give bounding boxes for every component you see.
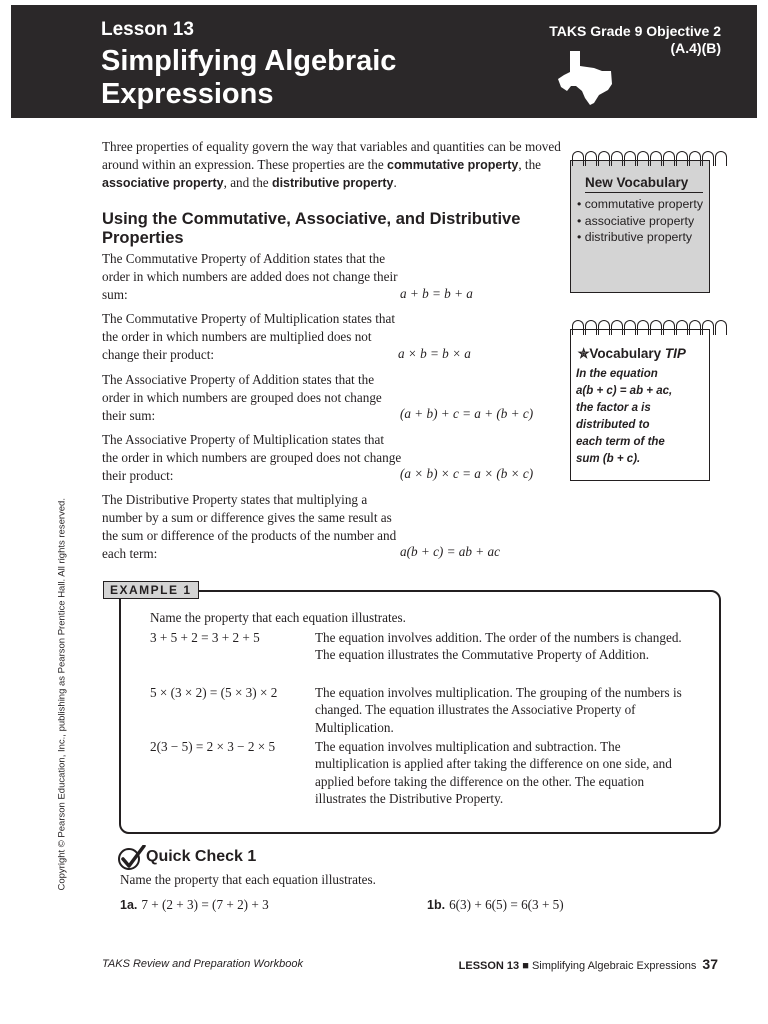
page-number: 37 <box>702 956 718 972</box>
example-equation: 3 + 5 + 2 = 3 + 2 + 5 <box>150 630 260 645</box>
example-equation: 2(3 − 5) = 2 × 3 − 2 × 5 <box>150 739 276 754</box>
quick-check-equation: 6(3) + 6(5) = 6(3 + 5) <box>449 897 564 912</box>
tip-title <box>578 346 709 362</box>
new-vocabulary-box <box>570 160 710 293</box>
property-text: The Associative Property of Multiplication states that the order in which numbers are grouped does not change their product: <box>102 432 402 483</box>
intro-paragraph <box>102 138 562 192</box>
property-text: The Associative Property of Addition states that the order in which numbers are grouped does not change their sum: <box>102 372 382 423</box>
quick-check-label: 1a. <box>120 898 138 912</box>
copyright-notice: Copyright © Pearson Education, Inc., publishing as Pearson Prentice Hall. All rights reserved. <box>56 498 68 891</box>
tip-title-tip: TIP <box>664 346 686 361</box>
tip-text <box>576 366 709 468</box>
example-explanation: The equation involves multiplication. The grouping of the numbers is changed. The equation illustrates the Associative Property of Multiplication. <box>315 685 682 735</box>
footer-lesson-title: Simplifying Algebraic Expressions <box>531 960 697 972</box>
intro-text-2: , the <box>518 157 542 172</box>
property-text: The Commutative Property of Multiplication states that the order in which numbers are multiplied does not change their product: <box>102 311 396 362</box>
quick-check-equation: 7 + (2 + 3) = (7 + 2) + 3 <box>141 897 269 912</box>
checkmark-icon <box>118 845 146 871</box>
vocabulary-item: • associative property <box>575 213 709 230</box>
objective-line1: TAKS Grade 9 Objective 2 <box>549 23 721 39</box>
objective-line2: (A.4)(B) <box>670 40 721 56</box>
footer-book-title: TAKS Review and Preparation Workbook <box>102 958 303 970</box>
vocabulary-item: • distributive property <box>575 229 709 246</box>
texas-map-icon <box>556 49 616 105</box>
property-equation: a × b = b × a <box>398 346 471 361</box>
example-explanation: The equation involves addition. The order of the numbers is changed. The equation illustrates the Commutative Property of Addition. <box>315 630 682 663</box>
lesson-title <box>101 45 481 111</box>
vocabulary-item: • commutative property <box>575 196 709 213</box>
property-equation: a(b + c) = ab + ac <box>400 544 500 559</box>
vocabulary-title: New Vocabulary <box>585 175 703 193</box>
tip-line: each term of the <box>576 436 665 448</box>
example-explanation: The equation involves multiplication and subtraction. The multiplication is applied after taking the difference on one side, and applied before taking the difference on the other. The equation illustrates the Distributive Property. <box>315 739 672 806</box>
quick-check-prompt: Name the property that each equation illustrates. <box>120 872 376 887</box>
vocabulary-tip-box <box>570 329 710 481</box>
tip-line: sum (b + c). <box>576 453 641 465</box>
tip-line: In the equation <box>576 368 658 380</box>
property-equation: (a + b) + c = a + (b + c) <box>400 406 534 421</box>
tip-line: the factor a is <box>576 402 651 414</box>
section-heading: Using the Commutative, Associative, and Distributive Properties <box>102 210 521 247</box>
quick-check-label: 1b. <box>427 898 446 912</box>
example-equation: 5 × (3 × 2) = (5 × 3) × 2 <box>150 685 278 700</box>
term-associative: associative property <box>102 176 224 190</box>
quick-check-item <box>120 897 269 913</box>
footer-lesson <box>459 956 718 972</box>
intro-text-3: , and the <box>223 175 272 190</box>
spiral-binding-icon <box>572 151 727 166</box>
footer-lesson-number: LESSON 13 <box>458 960 520 972</box>
lesson-header <box>11 5 757 118</box>
spiral-binding-icon <box>572 320 727 335</box>
example-prompt: Name the property that each equation illustrates. <box>150 610 406 625</box>
footer-separator: ■ <box>522 960 529 972</box>
lesson-title-line2: Expressions <box>101 78 274 110</box>
intro-text-1: Three properties of equality govern the way that variables and quantities can be moved around within an expression. These properties are the <box>102 139 561 172</box>
property-text: The Commutative Property of Addition states that the order in which numbers are added does not change their sum: <box>102 251 398 302</box>
intro-text-4: . <box>393 175 397 190</box>
tip-line: a(b + c) = ab + ac, <box>576 385 673 397</box>
term-distributive: distributive property <box>271 176 394 190</box>
tip-line: distributed to <box>576 419 650 431</box>
property-equation: (a × b) × c = a × (b × c) <box>400 466 534 481</box>
star-icon: ✮ <box>578 346 590 361</box>
property-equation: a + b = b + a <box>400 286 473 301</box>
term-commutative: commutative property <box>387 158 519 172</box>
vocabulary-list <box>571 196 709 252</box>
lesson-number: Lesson 13 <box>101 19 194 40</box>
tip-title-word: Vocabulary <box>589 346 662 361</box>
quick-check-title: Quick Check 1 <box>146 848 257 865</box>
quick-check-item <box>427 897 564 913</box>
property-text: The Distributive Property states that multiplying a number by a sum or difference gives the same result as the sum or difference of the products of the number and each term: <box>102 492 397 561</box>
lesson-title-line1: Simplifying Algebraic <box>101 45 397 77</box>
example-tab: EXAMPLE 1 <box>103 581 199 599</box>
